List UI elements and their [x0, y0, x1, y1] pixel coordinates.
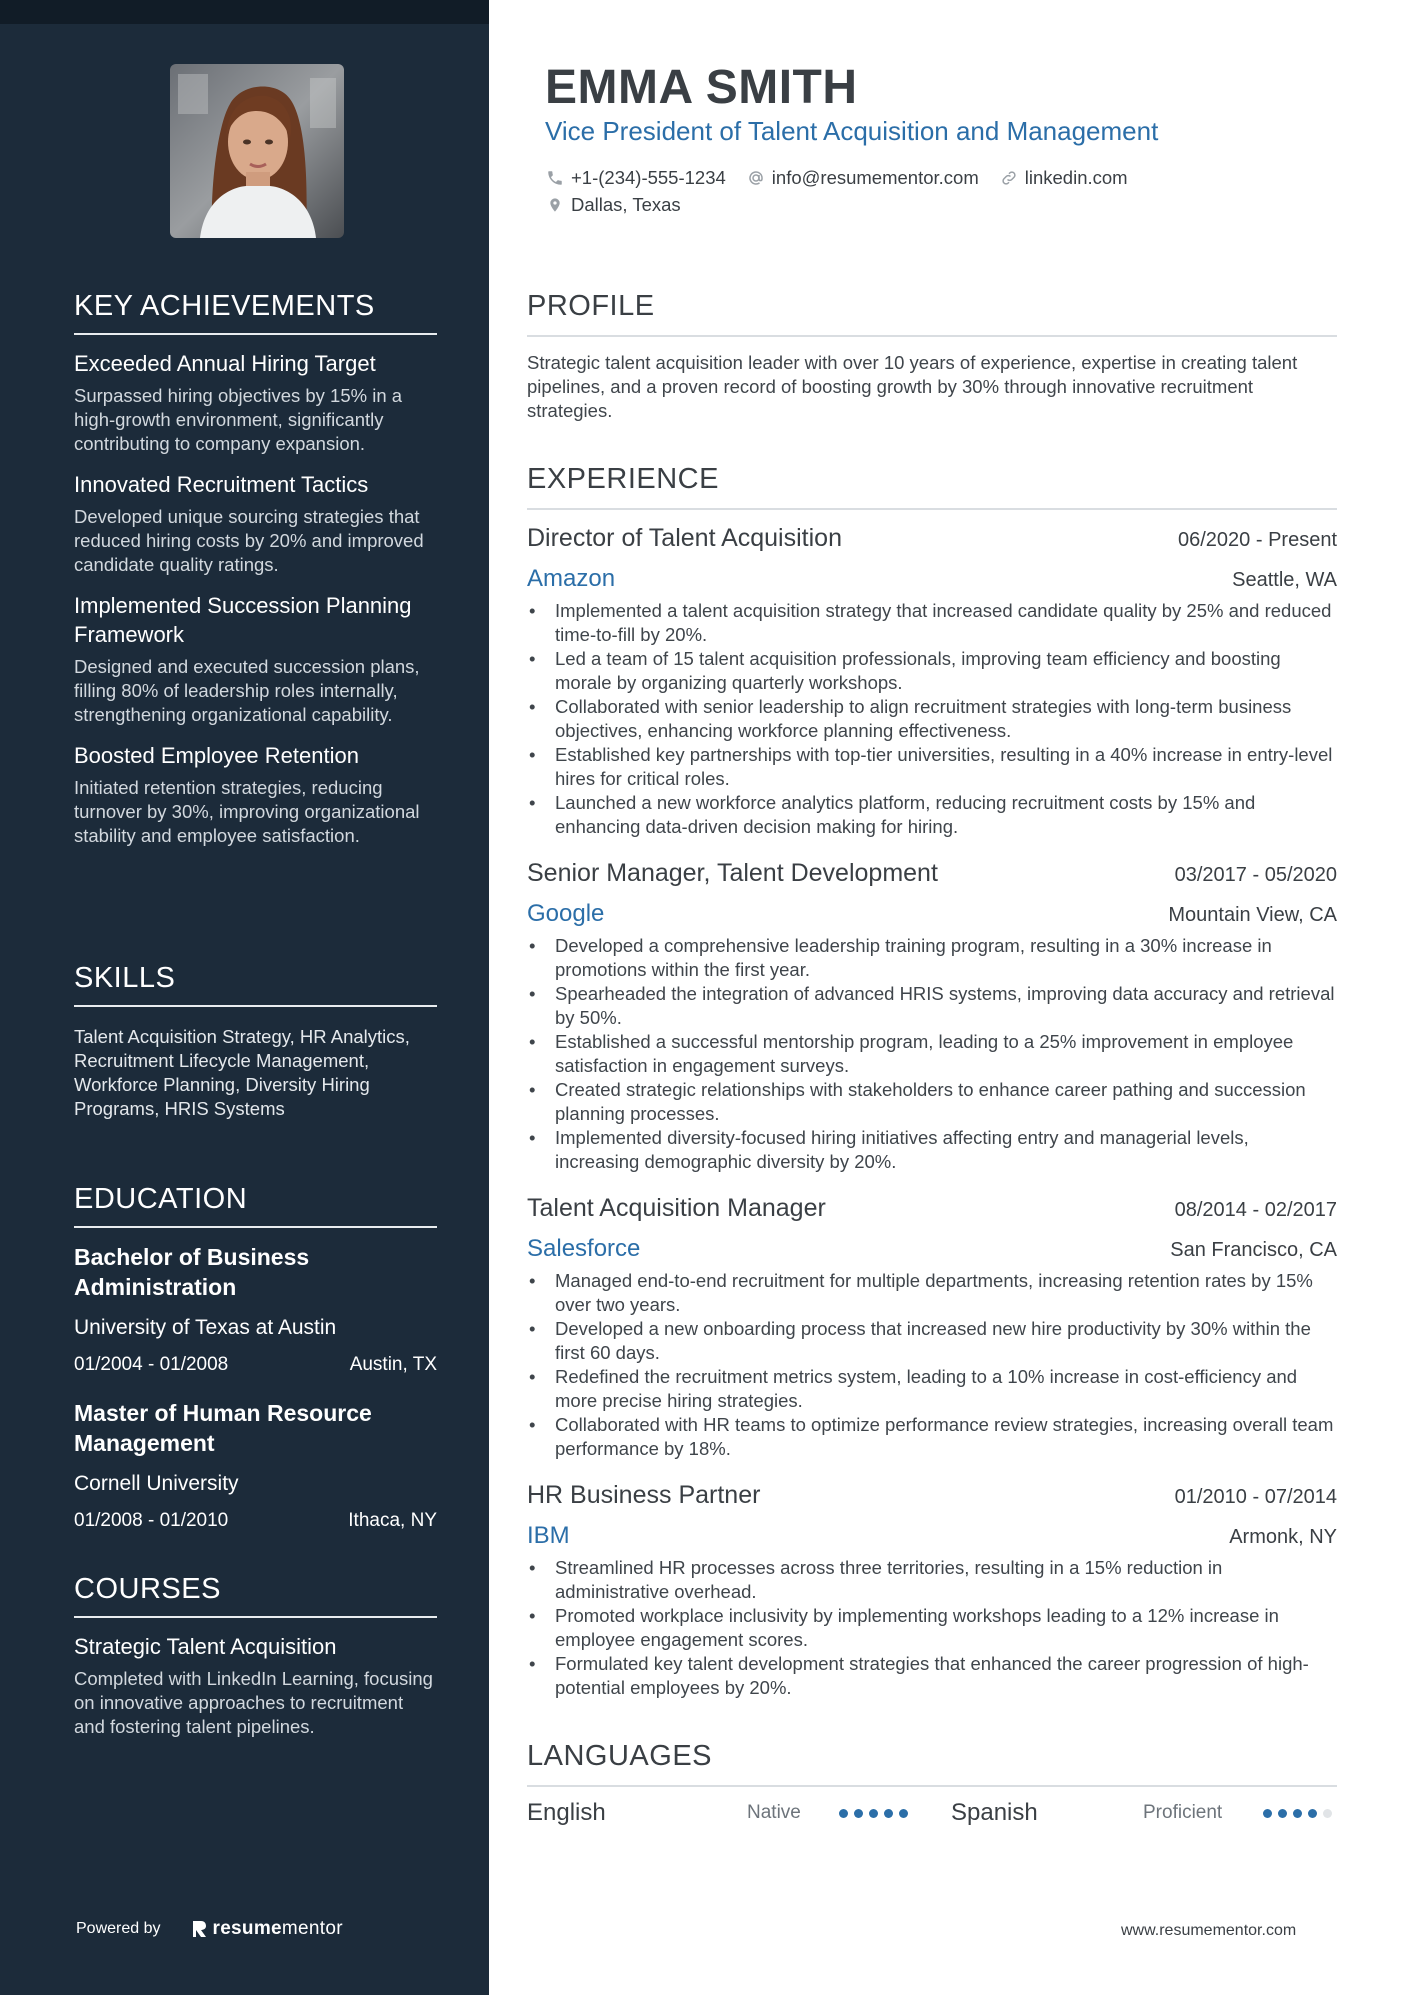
job-dates: 06/2020 - Present	[1178, 529, 1337, 551]
achievement-desc: Surpassed hiring objectives by 15% in a high-growth environment, significantly contributing to company expansion.	[74, 385, 403, 454]
job-dates: 01/2010 - 07/2014	[1174, 1486, 1337, 1508]
education-location: Austin, TX	[349, 1354, 437, 1375]
language-name: Spanish	[951, 1799, 1038, 1826]
courses-section	[74, 1573, 437, 1739]
rating-dot-empty	[1323, 1809, 1332, 1818]
job-bullets	[527, 599, 1337, 839]
profile-photo	[170, 64, 344, 238]
brand-bold: resume	[212, 1918, 282, 1939]
education-section	[74, 1183, 437, 1532]
job-location: San Francisco, CA	[1170, 1239, 1337, 1261]
education-dates: 01/2008 - 01/2010	[74, 1510, 229, 1531]
job-location: Armonk, NY	[1229, 1526, 1337, 1548]
profile-text: Strategic talent acquisition leader with over 10 years of experience, expertise in creating talent pipelines, and a proven record of boosting growth by 30% through innovative recruitment strategies.	[527, 352, 1298, 421]
rating-dot-filled	[884, 1809, 893, 1818]
contact-phone[interactable]	[545, 167, 726, 189]
education-dates: 01/2004 - 01/2008	[74, 1354, 229, 1375]
job-role: Senior Manager, Talent Development	[527, 859, 938, 887]
achievements-heading: KEY ACHIEVEMENTS	[74, 290, 437, 335]
job-entry	[527, 1481, 1337, 1700]
education-item	[74, 1242, 437, 1376]
website-link[interactable]: www.resumementor.com	[1121, 1922, 1297, 1939]
languages-heading: LANGUAGES	[527, 1740, 1337, 1787]
rating-dot-filled	[1293, 1809, 1302, 1818]
job-bullet: • Managed end-to-end recruitment for multiple departments, increasing retention rates by 15% over two years.	[527, 1269, 1337, 1317]
job-bullet: • Developed a comprehensive leadership training program, resulting in a 30% increase in promotions within the first year.	[527, 934, 1337, 982]
job-bullets	[527, 1556, 1337, 1700]
job-company: Salesforce	[527, 1235, 641, 1262]
job-company: Google	[527, 900, 605, 927]
course-desc: Completed with LinkedIn Learning, focusing on innovative approaches to recruitment and fostering talent pipelines.	[74, 1668, 433, 1737]
language-rating	[839, 1809, 951, 1818]
achievements-section	[74, 290, 437, 848]
job-bullet: • Led a team of 15 talent acquisition professionals, improving team efficiency and boosting morale by organizing quarterly workshops.	[527, 647, 1337, 695]
skills-heading: SKILLS	[74, 962, 437, 1007]
at-icon	[746, 168, 766, 188]
contact-info	[545, 164, 1128, 218]
job-location: Mountain View, CA	[1168, 904, 1337, 926]
powered-by-label: Powered by	[76, 1920, 161, 1937]
email-text: info@resumementor.com	[771, 166, 979, 188]
rating-dot-filled	[1308, 1809, 1317, 1818]
education-location: Ithaca, NY	[348, 1510, 437, 1531]
job-bullet: • Established a successful mentorship program, leading to a 25% improvement in employee satisfaction in engagement surveys.	[527, 1030, 1337, 1078]
job-role: Director of Talent Acquisition	[527, 524, 842, 552]
language-level: Proficient	[1143, 1802, 1223, 1823]
job-bullets	[527, 934, 1337, 1174]
achievement-title: Implemented Succession Planning Framework	[74, 593, 412, 647]
powered-by	[76, 1918, 343, 1940]
contact-email[interactable]	[746, 167, 979, 189]
job-bullet: • Promoted workplace inclusivity by implementing workshops leading to a 12% increase in employee engagement scores.	[527, 1604, 1337, 1652]
courses-heading: COURSES	[74, 1573, 437, 1618]
education-item	[74, 1398, 437, 1532]
job-bullet: • Redefined the recruitment metrics system, leading to a 10% increase in cost-efficiency and more precise hiring strategies.	[527, 1365, 1337, 1413]
job-location: Seattle, WA	[1232, 569, 1337, 591]
rating-dot-filled	[854, 1809, 863, 1818]
skills-section	[74, 962, 437, 1121]
language-rating	[1263, 1809, 1332, 1818]
job-role: HR Business Partner	[527, 1481, 761, 1509]
resumementor-logo-icon	[191, 1919, 207, 1939]
job-dates: 03/2017 - 05/2020	[1174, 864, 1337, 886]
profile-section	[527, 290, 1337, 423]
rating-dot-filled	[1263, 1809, 1272, 1818]
resumementor-logo[interactable]	[191, 1918, 343, 1940]
course-title: Strategic Talent Acquisition	[74, 1634, 337, 1659]
job-bullet: • Created strategic relationships with stakeholders to enhance career pathing and succession planning processes.	[527, 1078, 1337, 1126]
linkedin-text: linkedin.com	[1024, 166, 1128, 188]
education-meta	[74, 1510, 437, 1532]
languages-row	[527, 1793, 1337, 1833]
language-level: Native	[747, 1802, 801, 1823]
achievement-title: Boosted Employee Retention	[74, 743, 359, 768]
location-text: Dallas, Texas	[571, 193, 681, 215]
languages-section	[527, 1740, 1337, 1833]
job-bullet: • Streamlined HR processes across three territories, resulting in a 15% reduction in administrative overhead.	[527, 1556, 1337, 1604]
job-bullet: • Spearheaded the integration of advanced HRIS systems, improving data accuracy and retrieval by 50%.	[527, 982, 1337, 1030]
location-pin-icon	[545, 195, 565, 215]
rating-dot-filled	[1278, 1809, 1287, 1818]
sidebar	[0, 0, 489, 1995]
rating-dot-filled	[899, 1809, 908, 1818]
education-meta	[74, 1354, 437, 1376]
job-bullets	[527, 1269, 1337, 1461]
skills-list: Talent Acquisition Strategy, HR Analytics, Recruitment Lifecycle Management, Workforce Planning, Diversity Hiring Programs, HRIS Systems	[74, 1026, 410, 1119]
candidate-name: EMMA SMITH	[545, 61, 858, 114]
job-dates: 08/2014 - 02/2017	[1174, 1199, 1337, 1221]
phone-icon	[545, 168, 565, 188]
link-icon	[999, 168, 1019, 188]
job-bullet: • Implemented diversity-focused hiring initiatives affecting entry and managerial levels, increasing demographic diversity by 20%.	[527, 1126, 1337, 1174]
education-degree: Bachelor of Business Administration	[74, 1244, 310, 1300]
contact-location	[545, 194, 681, 216]
sidebar-top-bar	[0, 0, 489, 24]
job-bullet: • Collaborated with HR teams to optimize performance review strategies, increasing overall team performance by 18%.	[527, 1413, 1337, 1461]
candidate-title: Vice President of Talent Acquisition and Management	[545, 116, 1159, 146]
achievement-title: Exceeded Annual Hiring Target	[74, 351, 376, 376]
phone-text: +1-(234)-555-1234	[571, 166, 726, 188]
job-bullet: • Implemented a talent acquisition strategy that increased candidate quality by 25% and reduced time-to-fill by 20%.	[527, 599, 1337, 647]
contact-linkedin[interactable]	[999, 167, 1128, 189]
experience-heading: EXPERIENCE	[527, 463, 1337, 510]
job-bullet: • Collaborated with senior leadership to align recruitment strategies with long-term business objectives, enhancing workforce planning effectiveness.	[527, 695, 1337, 743]
achievement-desc: Designed and executed succession plans, filling 80% of leadership roles internally, strengthening organizational capability.	[74, 656, 420, 725]
education-school: University of Texas at Austin	[74, 1316, 337, 1339]
job-bullet: • Established key partnerships with top-tier universities, resulting in a 40% increase in entry-level hires for critical roles.	[527, 743, 1337, 791]
language-name: English	[527, 1799, 606, 1826]
achievement-title: Innovated Recruitment Tactics	[74, 472, 369, 497]
job-bullet: • Formulated key talent development strategies that enhanced the career progression of high-potential employees by 20%.	[527, 1652, 1337, 1700]
job-bullet: • Launched a new workforce analytics platform, reducing recruitment costs by 15% and enhancing data-driven decision making for hiring.	[527, 791, 1337, 839]
rating-dot-filled	[869, 1809, 878, 1818]
achievement-desc: Developed unique sourcing strategies that reduced hiring costs by 20% and improved candidate quality ratings.	[74, 506, 424, 575]
brand-rest: mentor	[281, 1918, 343, 1939]
job-entry	[527, 859, 1337, 1174]
education-degree: Master of Human Resource Management	[74, 1400, 372, 1456]
job-bullet: • Developed a new onboarding process that increased new hire productivity by 30% within the first 60 days.	[527, 1317, 1337, 1365]
education-heading: EDUCATION	[74, 1183, 437, 1228]
rating-dot-filled	[839, 1809, 848, 1818]
achievement-desc: Initiated retention strategies, reducing turnover by 30%, improving organizational stability and employee satisfaction.	[74, 777, 420, 846]
job-entry	[527, 524, 1337, 839]
job-company: IBM	[527, 1522, 570, 1549]
job-company: Amazon	[527, 565, 616, 592]
job-entry	[527, 1194, 1337, 1461]
education-school: Cornell University	[74, 1472, 239, 1495]
experience-section	[527, 463, 1337, 1700]
profile-heading: PROFILE	[527, 290, 1337, 337]
job-role: Talent Acquisition Manager	[527, 1194, 826, 1222]
